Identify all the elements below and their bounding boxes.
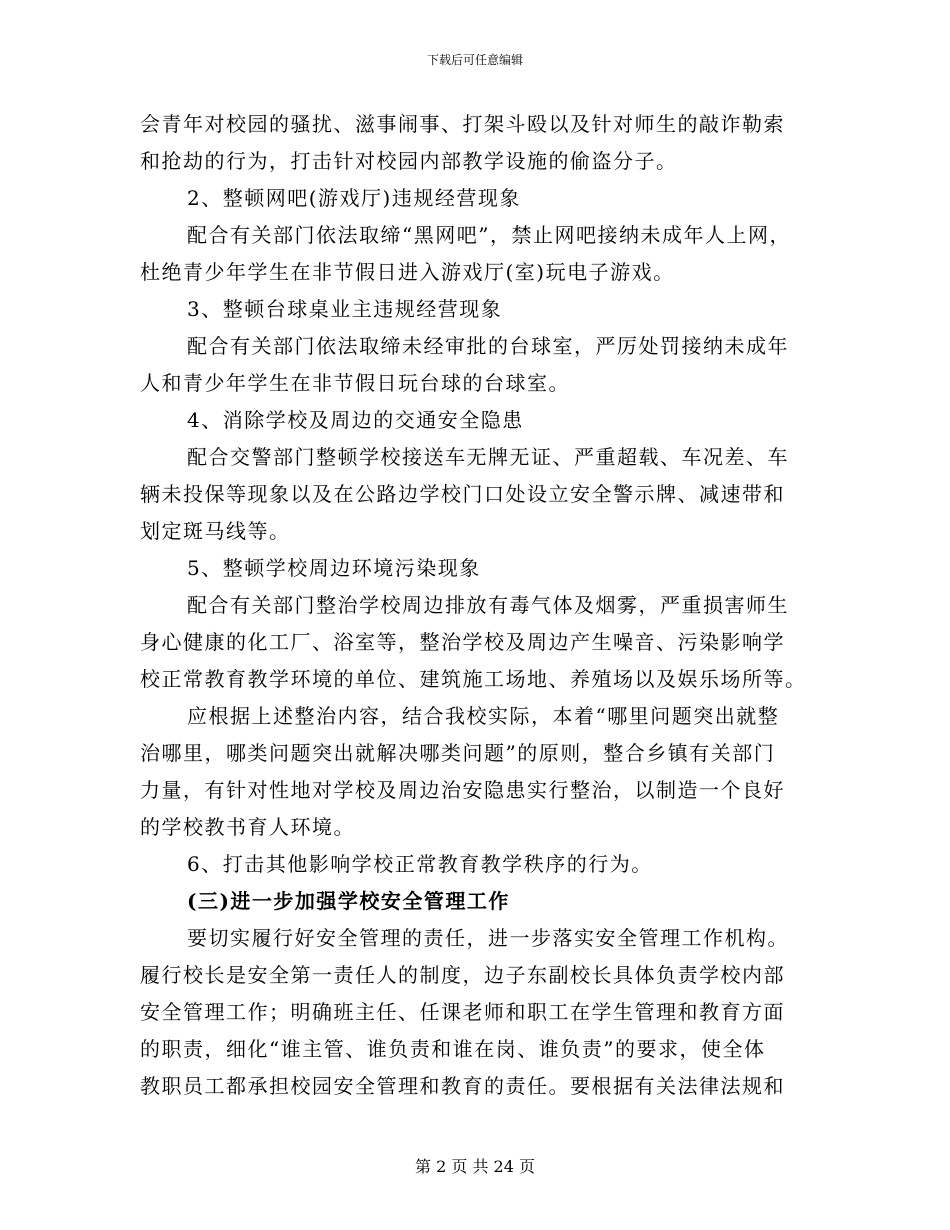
paragraph-line: 配合有关部门依法取缔“黑网吧”，禁止网吧接纳未成年人上网， bbox=[187, 223, 791, 247]
paragraph-line: 履行校长是安全第一责任人的制度，边子东副校长具体负责学校内部 bbox=[140, 963, 785, 987]
paragraph-line: 辆未投保等现象以及在公路边学校门口处设立安全警示牌、减速带和 bbox=[140, 482, 785, 506]
page-header: 下载后可任意编辑 bbox=[426, 53, 523, 67]
section-heading: 4、消除学校及周边的交通安全隐患 bbox=[187, 408, 524, 432]
paragraph-line: 要切实履行好安全管理的责任，进一步落实安全管理工作机构。 bbox=[187, 926, 789, 950]
paragraph-line: 划定斑马线等。 bbox=[140, 519, 291, 543]
paragraph-line: 的学校教书育人环境。 bbox=[140, 815, 355, 839]
paragraph-line: 和抢劫的行为，打击针对校园内部教学设施的偷盗分子。 bbox=[140, 149, 678, 173]
document-body bbox=[140, 106, 810, 1105]
section-heading: 6、打击其他影响学校正常教育教学秩序的行为。 bbox=[187, 852, 653, 876]
paragraph-line: 人和青少年学生在非节假日玩台球的台球室。 bbox=[140, 371, 570, 395]
paragraph-line: 教职员工都承担校园安全管理和教育的责任。要根据有关法律法规和 bbox=[140, 1074, 785, 1098]
paragraph-line: 治哪里，哪类问题突出就解决哪类问题”的原则，整合乡镇有关部门 bbox=[140, 741, 776, 765]
section-heading: 5、整顿学校周边环境污染现象 bbox=[187, 556, 481, 580]
page-number: 第 2 页 共 24 页 bbox=[415, 1157, 535, 1176]
paragraph-line: 杜绝青少年学生在非节假日进入游戏厅(室)玩电子游戏。 bbox=[140, 260, 675, 284]
paragraph-line: 配合交警部门整顿学校接送车无牌无证、严重超载、车况差、车 bbox=[187, 445, 789, 469]
paragraph-line: 力量，有针对性地对学校及周边治安隐患实行整治，以制造一个良好 bbox=[140, 778, 785, 802]
paragraph-line: 的职责，细化“谁主管、谁负责和谁在岗、谁负责”的要求，使全体 bbox=[140, 1037, 766, 1061]
section-heading: 2、整顿网吧(游戏厅)违规经营现象 bbox=[187, 186, 521, 210]
paragraph-line: 配合有关部门依法取缔未经审批的台球室，严厉处罚接纳未成年 bbox=[187, 334, 789, 358]
paragraph-line: 应根据上述整治内容，结合我校实际，本着“哪里问题突出就整 bbox=[187, 704, 780, 728]
paragraph-line: 会青年对校园的骚扰、滋事闹事、打架斗殴以及针对师生的敲诈勒索 bbox=[140, 112, 785, 136]
paragraph-line: 身心健康的化工厂、浴室等，整治学校及周边产生噪音、污染影响学 bbox=[140, 630, 785, 654]
paragraph-line: 配合有关部门整治学校周边排放有毒气体及烟雾，严重损害师生 bbox=[187, 593, 789, 617]
section-heading: 3、整顿台球桌业主违规经营现象 bbox=[187, 297, 503, 321]
paragraph-line: 校正常教育教学环境的单位、建筑施工场地、养殖场以及娱乐场所等。 bbox=[140, 667, 807, 691]
paragraph-line: 安全管理工作；明确班主任、任课老师和职工在学生管理和教育方面 bbox=[140, 1000, 785, 1024]
subsection-title: (三)进一步加强学校安全管理工作 bbox=[187, 889, 510, 913]
